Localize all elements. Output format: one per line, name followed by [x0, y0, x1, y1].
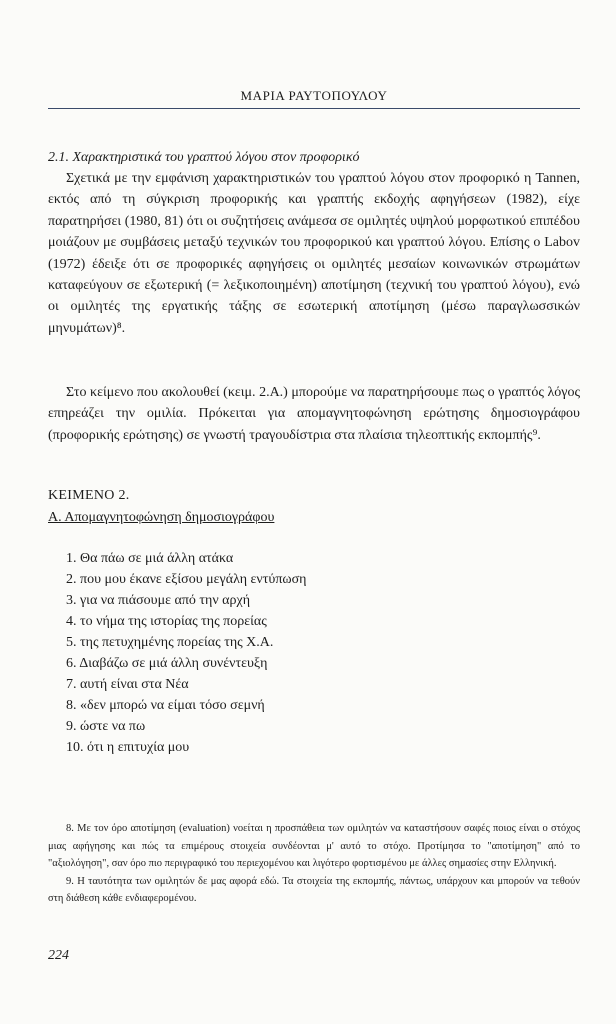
- body-paragraph-2: Στο κείμενο που ακολουθεί (κειμ. 2.Α.) μπορούμε να παρατηρήσουμε πως ο γραπτός λόγος επηρεάζει την ομιλία. Πρόκειται για απομαγνητοφώνηση ερώτησης δημοσιογράφου (προφορικής ερώτησης) σε γνωστή τραγουδίστρια στα πλαίσια τηλεοπτικής εκπομπής⁹.: [48, 385, 580, 443]
- list-item: 7. αυτή είναι στα Νέα: [66, 677, 189, 692]
- footnotes: [48, 820, 580, 908]
- text-heading: ΚΕΙΜΕΝΟ 2.: [48, 488, 130, 503]
- text-subheading: Α. Απομαγνητοφώνηση δημοσιογράφου: [48, 510, 275, 525]
- list-item: 1. Θα πάω σε μιά άλλη ατάκα: [66, 551, 234, 566]
- body-paragraph-1: Σχετικά με την εμφάνιση χαρακτηριστικών του γραπτού λόγου στον προφορικό η Tannen, εκτός από τη σύγκριση προφορικής και γραπτής εκδοχής αφηγήσεων (1982), είχε παρατηρήσει (1980, 81) ότι οι συζητήσεις ανάμεσα σε ομιλητές υψηλού μορφωτικού επιπέδου μοιάζουν με συμβάσεις μεταξύ τεχνικών του προφορικού και γραπτού λόγου. Επίσης ο Labov (1972) έδειξε ότι σε προφορικές αφηγήσεις οι ομιλητές μεσαίων κοινωνικών στρωμάτων καταφεύγουν σε εξωτερική (= λεξικοποιημένη) αποτίμηση (τεχνική του γραπτού λόγου), ενώ οι ομιλητές της εργατικής τάξης σε εσωτερική αποτίμηση (μέσω παραγλωσσικών μηνυμάτων)⁸.: [48, 171, 580, 336]
- list-item: 9. ώστε να πω: [66, 719, 146, 734]
- page-number: 224: [48, 948, 69, 963]
- list-item: 2. που μου έκανε εξίσου μεγάλη εντύπωση: [66, 572, 307, 587]
- list-item: 8. «δεν μπορώ να είμαι τόσο σεμνή: [66, 698, 265, 713]
- list-item: 4. το νήμα της ιστορίας της πορείας: [66, 614, 267, 629]
- list-item: 3. για να πιάσουμε από την αρχή: [66, 593, 251, 608]
- list-item: 5. της πετυχημένης πορείας της Χ.Α.: [66, 635, 274, 650]
- list-item: 6. Διαβάζω σε μιά άλλη συνέντευξη: [66, 656, 268, 671]
- footnote-9: 9. Η ταυτότητα των ομιλητών δε μας αφορά εδώ. Τα στοιχεία της εκπομπής, πάντως, υπάρχουν και μπορούν να τεθούν στη διάθεση κάθε ενδιαφερομένου.: [48, 875, 580, 904]
- section-title: 2.1. Χαρακτηριστικά του γραπτού λόγου στον προφορικό: [48, 150, 360, 165]
- header-rule: [48, 108, 580, 109]
- transcript-list: [66, 548, 486, 758]
- running-head: ΜΑΡΙΑ ΡΑΥΤΟΠΟΥΛΟΥ: [240, 88, 388, 103]
- footnote-8: 8. Με τον όρο αποτίμηση (evaluation) νοείται η προσπάθεια των ομιλητών να καταστήσουν σαφές ποιος είναι ο στόχος μιας αφήγησης και πώς τα επιμέρους στοιχεία συνδέονται μ' αυτό το στόχο. Προτίμησα το "αποτίμηση" από το "αξιολόγηση", σαν όρο πιο περιγραφικό του περιεχομένου και λιγότερο φορτισμένου με άλλες σημασίες στην Ελληνική.: [48, 823, 580, 869]
- list-item: 10. ότι η επιτυχία μου: [66, 740, 190, 755]
